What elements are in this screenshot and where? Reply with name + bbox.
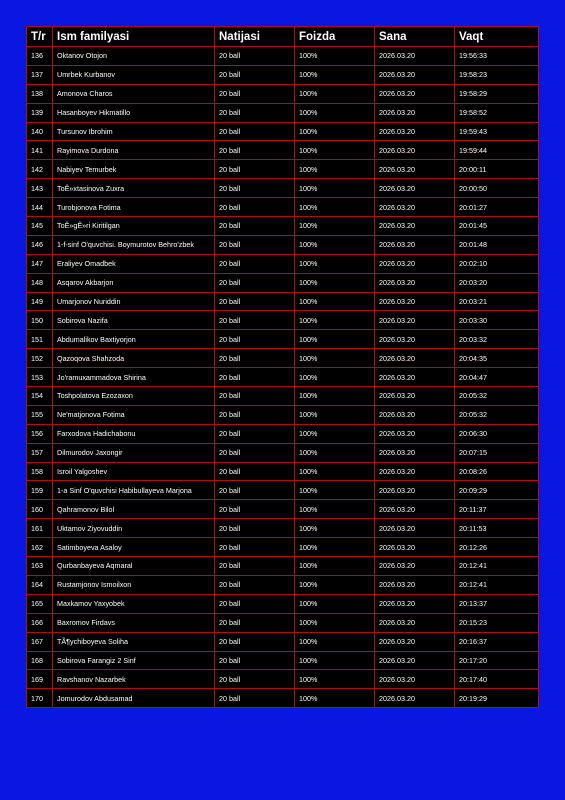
table-row [27, 500, 539, 519]
full-name-cell: Eraliyev Omadbek [53, 254, 215, 273]
time-cell: 20:04:35 [455, 349, 539, 368]
table-row [27, 689, 539, 708]
result-percent-cell: 100% [295, 500, 375, 519]
time-cell: 20:03:20 [455, 273, 539, 292]
row-number-cell: 165 [27, 594, 53, 613]
result-score-cell: 20 ball [215, 330, 295, 349]
full-name-cell: Abdumalikov Baxtiyorjon [53, 330, 215, 349]
date-cell: 2026.03.20 [375, 254, 455, 273]
result-percent-cell: 100% [295, 235, 375, 254]
date-cell: 2026.03.20 [375, 349, 455, 368]
header-time: Vaqt [455, 27, 539, 47]
row-number-cell: 143 [27, 179, 53, 198]
table-row [27, 481, 539, 500]
time-cell: 20:12:26 [455, 538, 539, 557]
result-percent-cell: 100% [295, 594, 375, 613]
result-percent-cell: 100% [295, 84, 375, 103]
row-number-cell: 170 [27, 689, 53, 708]
result-score-cell: 20 ball [215, 632, 295, 651]
time-cell: 20:13:37 [455, 594, 539, 613]
row-number-cell: 137 [27, 65, 53, 84]
time-cell: 20:17:20 [455, 651, 539, 670]
time-cell: 20:12:41 [455, 557, 539, 576]
date-cell: 2026.03.20 [375, 47, 455, 66]
table-row [27, 387, 539, 406]
row-number-cell: 161 [27, 519, 53, 538]
result-percent-cell: 100% [295, 632, 375, 651]
row-number-cell: 153 [27, 368, 53, 387]
date-cell: 2026.03.20 [375, 651, 455, 670]
full-name-cell: Oktanov Otojon [53, 47, 215, 66]
result-percent-cell: 100% [295, 311, 375, 330]
full-name-cell: Ravshanov Nazarbek [53, 670, 215, 689]
full-name-cell: 1-f-sinf O'quvchisi. Boymurotov Behro'zbek [53, 235, 215, 254]
result-score-cell: 20 ball [215, 179, 295, 198]
row-number-cell: 146 [27, 235, 53, 254]
time-cell: 20:12:41 [455, 575, 539, 594]
row-number-cell: 159 [27, 481, 53, 500]
table-row [27, 311, 539, 330]
result-percent-cell: 100% [295, 292, 375, 311]
result-score-cell: 20 ball [215, 217, 295, 236]
table-row [27, 557, 539, 576]
date-cell: 2026.03.20 [375, 198, 455, 217]
header-result: Natijasi [215, 27, 295, 47]
time-cell: 20:17:40 [455, 670, 539, 689]
date-cell: 2026.03.20 [375, 424, 455, 443]
result-score-cell: 20 ball [215, 594, 295, 613]
full-name-cell: ToÊ»xtasinova Zuxra [53, 179, 215, 198]
table-row [27, 405, 539, 424]
date-cell: 2026.03.20 [375, 519, 455, 538]
result-score-cell: 20 ball [215, 292, 295, 311]
table-row [27, 670, 539, 689]
date-cell: 2026.03.20 [375, 217, 455, 236]
result-percent-cell: 100% [295, 217, 375, 236]
full-name-cell: Amonova Charos [53, 84, 215, 103]
result-percent-cell: 100% [295, 198, 375, 217]
result-score-cell: 20 ball [215, 198, 295, 217]
table-row [27, 47, 539, 66]
table-row [27, 330, 539, 349]
result-percent-cell: 100% [295, 141, 375, 160]
table-row [27, 198, 539, 217]
time-cell: 20:00:11 [455, 160, 539, 179]
result-percent-cell: 100% [295, 65, 375, 84]
time-cell: 20:00:50 [455, 179, 539, 198]
date-cell: 2026.03.20 [375, 689, 455, 708]
result-score-cell: 20 ball [215, 235, 295, 254]
time-cell: 19:58:29 [455, 84, 539, 103]
result-score-cell: 20 ball [215, 670, 295, 689]
full-name-cell: Nabiyev Temurbek [53, 160, 215, 179]
table-row [27, 103, 539, 122]
result-percent-cell: 100% [295, 651, 375, 670]
result-percent-cell: 100% [295, 538, 375, 557]
time-cell: 19:59:44 [455, 141, 539, 160]
time-cell: 20:05:32 [455, 405, 539, 424]
time-cell: 20:09:29 [455, 481, 539, 500]
row-number-cell: 154 [27, 387, 53, 406]
result-score-cell: 20 ball [215, 500, 295, 519]
date-cell: 2026.03.20 [375, 84, 455, 103]
result-score-cell: 20 ball [215, 613, 295, 632]
full-name-cell: Qurbanbayeva Aqmaral [53, 557, 215, 576]
result-percent-cell: 100% [295, 689, 375, 708]
header-number: T/r [27, 27, 53, 47]
table-row [27, 292, 539, 311]
date-cell: 2026.03.20 [375, 443, 455, 462]
date-cell: 2026.03.20 [375, 179, 455, 198]
row-number-cell: 145 [27, 217, 53, 236]
results-sheet [26, 26, 538, 708]
row-number-cell: 160 [27, 500, 53, 519]
table-row [27, 368, 539, 387]
table-row [27, 160, 539, 179]
table-row [27, 122, 539, 141]
row-number-cell: 155 [27, 405, 53, 424]
result-percent-cell: 100% [295, 575, 375, 594]
result-score-cell: 20 ball [215, 47, 295, 66]
time-cell: 20:02:10 [455, 254, 539, 273]
result-percent-cell: 100% [295, 254, 375, 273]
table-row [27, 179, 539, 198]
row-number-cell: 168 [27, 651, 53, 670]
date-cell: 2026.03.20 [375, 292, 455, 311]
full-name-cell: Farxodova Hadichabonu [53, 424, 215, 443]
table-row [27, 235, 539, 254]
full-name-cell: Umrbek Kurbanov [53, 65, 215, 84]
result-percent-cell: 100% [295, 160, 375, 179]
table-row [27, 84, 539, 103]
full-name-cell: Toshpolatova Ezozaxon [53, 387, 215, 406]
time-cell: 20:07:15 [455, 443, 539, 462]
full-name-cell: Qahramonov Bilol [53, 500, 215, 519]
result-score-cell: 20 ball [215, 405, 295, 424]
time-cell: 20:01:48 [455, 235, 539, 254]
row-number-cell: 144 [27, 198, 53, 217]
table-row [27, 141, 539, 160]
table-row [27, 424, 539, 443]
date-cell: 2026.03.20 [375, 273, 455, 292]
result-score-cell: 20 ball [215, 160, 295, 179]
full-name-cell: Rayimova Durdona [53, 141, 215, 160]
table-row [27, 594, 539, 613]
row-number-cell: 163 [27, 557, 53, 576]
row-number-cell: 140 [27, 122, 53, 141]
date-cell: 2026.03.20 [375, 387, 455, 406]
date-cell: 2026.03.20 [375, 103, 455, 122]
table-row [27, 65, 539, 84]
header-row [27, 27, 539, 47]
date-cell: 2026.03.20 [375, 575, 455, 594]
table-row [27, 443, 539, 462]
table-row [27, 632, 539, 651]
date-cell: 2026.03.20 [375, 160, 455, 179]
date-cell: 2026.03.20 [375, 613, 455, 632]
date-cell: 2026.03.20 [375, 141, 455, 160]
date-cell: 2026.03.20 [375, 462, 455, 481]
row-number-cell: 142 [27, 160, 53, 179]
result-percent-cell: 100% [295, 557, 375, 576]
result-percent-cell: 100% [295, 103, 375, 122]
date-cell: 2026.03.20 [375, 368, 455, 387]
row-number-cell: 166 [27, 613, 53, 632]
result-score-cell: 20 ball [215, 689, 295, 708]
result-score-cell: 20 ball [215, 368, 295, 387]
full-name-cell: Jo'ramuxammadova Shirina [53, 368, 215, 387]
full-name-cell: Tursunov Ibrohim [53, 122, 215, 141]
date-cell: 2026.03.20 [375, 594, 455, 613]
full-name-cell: Turobjonova Fotima [53, 198, 215, 217]
table-row [27, 462, 539, 481]
full-name-cell: Baxromov Firdavs [53, 613, 215, 632]
time-cell: 20:15:23 [455, 613, 539, 632]
result-score-cell: 20 ball [215, 424, 295, 443]
time-cell: 20:19:29 [455, 689, 539, 708]
row-number-cell: 141 [27, 141, 53, 160]
results-table [26, 26, 539, 708]
date-cell: 2026.03.20 [375, 632, 455, 651]
result-score-cell: 20 ball [215, 519, 295, 538]
table-row [27, 575, 539, 594]
date-cell: 2026.03.20 [375, 500, 455, 519]
result-score-cell: 20 ball [215, 65, 295, 84]
date-cell: 2026.03.20 [375, 122, 455, 141]
row-number-cell: 149 [27, 292, 53, 311]
full-name-cell: Ne'matjonova Fotima [53, 405, 215, 424]
row-number-cell: 156 [27, 424, 53, 443]
table-row [27, 217, 539, 236]
row-number-cell: 169 [27, 670, 53, 689]
time-cell: 20:01:27 [455, 198, 539, 217]
result-score-cell: 20 ball [215, 84, 295, 103]
table-body [27, 47, 539, 708]
full-name-cell: Dilmurodov Jaxongir [53, 443, 215, 462]
time-cell: 20:03:21 [455, 292, 539, 311]
table-row [27, 349, 539, 368]
row-number-cell: 167 [27, 632, 53, 651]
row-number-cell: 148 [27, 273, 53, 292]
date-cell: 2026.03.20 [375, 65, 455, 84]
time-cell: 20:11:53 [455, 519, 539, 538]
row-number-cell: 162 [27, 538, 53, 557]
time-cell: 19:59:43 [455, 122, 539, 141]
result-percent-cell: 100% [295, 368, 375, 387]
time-cell: 20:04:47 [455, 368, 539, 387]
result-score-cell: 20 ball [215, 443, 295, 462]
header-full-name: Ism familyasi [53, 27, 215, 47]
full-name-cell: ToÊ»gÊ»ri Kiritilgan [53, 217, 215, 236]
result-percent-cell: 100% [295, 613, 375, 632]
full-name-cell: Asqarov Akbarjon [53, 273, 215, 292]
result-percent-cell: 100% [295, 349, 375, 368]
row-number-cell: 150 [27, 311, 53, 330]
time-cell: 19:56:33 [455, 47, 539, 66]
row-number-cell: 158 [27, 462, 53, 481]
full-name-cell: Qazoqova Shahzoda [53, 349, 215, 368]
time-cell: 19:58:23 [455, 65, 539, 84]
result-percent-cell: 100% [295, 330, 375, 349]
table-row [27, 254, 539, 273]
result-percent-cell: 100% [295, 462, 375, 481]
full-name-cell: Sobirova Nazifa [53, 311, 215, 330]
result-percent-cell: 100% [295, 387, 375, 406]
result-percent-cell: 100% [295, 670, 375, 689]
result-score-cell: 20 ball [215, 349, 295, 368]
result-score-cell: 20 ball [215, 462, 295, 481]
table-header [27, 27, 539, 47]
result-score-cell: 20 ball [215, 557, 295, 576]
date-cell: 2026.03.20 [375, 235, 455, 254]
result-score-cell: 20 ball [215, 311, 295, 330]
result-score-cell: 20 ball [215, 103, 295, 122]
time-cell: 20:06:30 [455, 424, 539, 443]
result-score-cell: 20 ball [215, 575, 295, 594]
result-score-cell: 20 ball [215, 538, 295, 557]
result-score-cell: 20 ball [215, 141, 295, 160]
result-score-cell: 20 ball [215, 387, 295, 406]
date-cell: 2026.03.20 [375, 538, 455, 557]
result-percent-cell: 100% [295, 481, 375, 500]
full-name-cell: TÃ¶ychiboyeva Soliha [53, 632, 215, 651]
result-percent-cell: 100% [295, 424, 375, 443]
header-date: Sana [375, 27, 455, 47]
result-percent-cell: 100% [295, 443, 375, 462]
result-score-cell: 20 ball [215, 651, 295, 670]
row-number-cell: 151 [27, 330, 53, 349]
table-row [27, 519, 539, 538]
row-number-cell: 139 [27, 103, 53, 122]
time-cell: 20:08:26 [455, 462, 539, 481]
full-name-cell: Jomurodov Abdusamad [53, 689, 215, 708]
full-name-cell: Rustamjonov Ismoilxon [53, 575, 215, 594]
result-score-cell: 20 ball [215, 254, 295, 273]
row-number-cell: 164 [27, 575, 53, 594]
full-name-cell: 1-a Sinf O'quvchisi Habibullayeva Marjona [53, 481, 215, 500]
full-name-cell: Satimboyeva Asaloy [53, 538, 215, 557]
full-name-cell: Umarjonov Nuriddin [53, 292, 215, 311]
result-score-cell: 20 ball [215, 273, 295, 292]
row-number-cell: 147 [27, 254, 53, 273]
time-cell: 20:05:32 [455, 387, 539, 406]
full-name-cell: Hasanboyev Hikmatillo [53, 103, 215, 122]
time-cell: 20:01:45 [455, 217, 539, 236]
row-number-cell: 136 [27, 47, 53, 66]
result-percent-cell: 100% [295, 122, 375, 141]
row-number-cell: 152 [27, 349, 53, 368]
result-score-cell: 20 ball [215, 481, 295, 500]
result-percent-cell: 100% [295, 179, 375, 198]
result-percent-cell: 100% [295, 273, 375, 292]
result-score-cell: 20 ball [215, 122, 295, 141]
full-name-cell: Maxkamov Yaxyobek [53, 594, 215, 613]
time-cell: 20:03:30 [455, 311, 539, 330]
time-cell: 19:58:52 [455, 103, 539, 122]
table-row [27, 613, 539, 632]
result-percent-cell: 100% [295, 47, 375, 66]
row-number-cell: 138 [27, 84, 53, 103]
full-name-cell: Isroil Yalgoshev [53, 462, 215, 481]
full-name-cell: Sobirova Farangiz 2 Sinf [53, 651, 215, 670]
date-cell: 2026.03.20 [375, 557, 455, 576]
time-cell: 20:11:37 [455, 500, 539, 519]
result-percent-cell: 100% [295, 405, 375, 424]
time-cell: 20:16:37 [455, 632, 539, 651]
full-name-cell: Uktamov Ziyovuddin [53, 519, 215, 538]
row-number-cell: 157 [27, 443, 53, 462]
header-percent: Foizda [295, 27, 375, 47]
date-cell: 2026.03.20 [375, 670, 455, 689]
date-cell: 2026.03.20 [375, 481, 455, 500]
table-row [27, 538, 539, 557]
date-cell: 2026.03.20 [375, 405, 455, 424]
table-row [27, 273, 539, 292]
time-cell: 20:03:32 [455, 330, 539, 349]
table-row [27, 651, 539, 670]
date-cell: 2026.03.20 [375, 311, 455, 330]
result-percent-cell: 100% [295, 519, 375, 538]
date-cell: 2026.03.20 [375, 330, 455, 349]
